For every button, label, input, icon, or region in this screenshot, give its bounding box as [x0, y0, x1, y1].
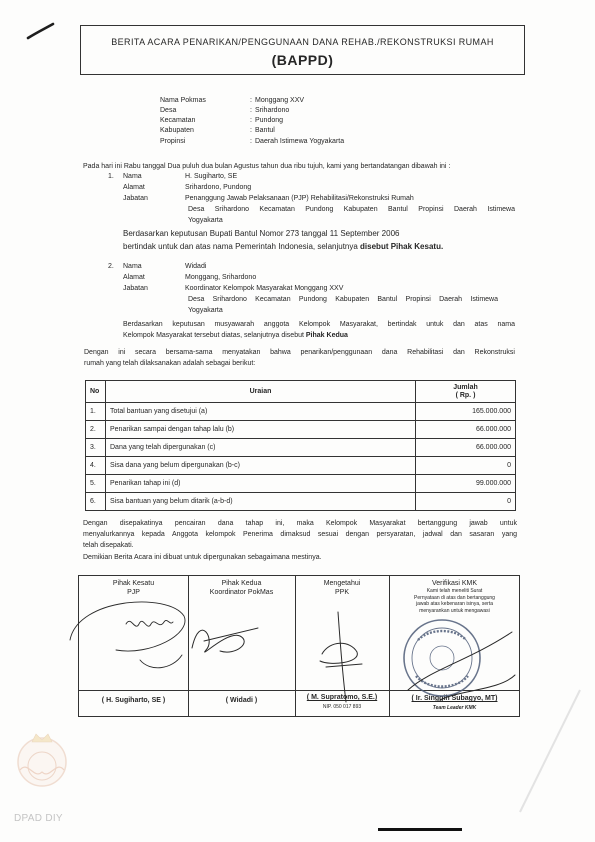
- row-uraian: Dana yang telah dipergunakan (c): [106, 439, 416, 457]
- table-row: [86, 403, 516, 421]
- sig-verifikasi-note: Pernyataan di atas dan bertanggung: [414, 594, 495, 601]
- info-separator: :: [250, 107, 252, 114]
- table-row: [86, 457, 516, 475]
- statement-line: Dengan ini secara bersama-sama menyatakan bahwa penarikan/penggunaan dana Rehabilitasi dan Rekonstruksi: [84, 349, 515, 356]
- sig-verifikasi-note: Kami telah meneliti Surat: [426, 588, 483, 594]
- row-jumlah: 0: [416, 457, 516, 475]
- amount-table: [85, 380, 516, 511]
- sig-name-verifikasi: ( Ir. Singgih Subagyo, MT): [411, 695, 498, 702]
- sig-name-pihak-kesatu: ( H. Sugiharto, SE ): [101, 697, 166, 704]
- row-jumlah: 165.000.000: [416, 403, 516, 421]
- watermark-seal-icon: [18, 734, 66, 786]
- info-label-kecamatan: Kecamatan: [160, 117, 196, 124]
- info-separator: :: [250, 138, 252, 145]
- party1-jabatan-line: Penanggung Jawab Pelaksanaan (PJP) Rehabilitasi/Rekonstruksi Rumah: [185, 195, 414, 202]
- sig-name-pihak-kedua: ( Widadi ): [225, 697, 258, 704]
- party1-alamat-value: Srihardono, Pundong: [185, 184, 252, 191]
- row-uraian: Sisa dana yang belum dipergunakan (b-c): [106, 457, 416, 475]
- sig-position-ppk: PPK: [334, 589, 349, 596]
- document-code: (BAPPD): [271, 52, 334, 68]
- sig-role-pihak-kedua: Pihak Kedua: [221, 580, 262, 587]
- sig-role-verifikasi: Verifikasi KMK: [431, 580, 478, 587]
- party2-jabatan-line: Yogyakarta: [188, 307, 223, 314]
- row-no: 6.: [86, 493, 106, 511]
- party1-nama-value: H. Sugiharto, SE: [185, 173, 238, 180]
- party1-nama-label: Nama: [123, 173, 142, 180]
- party2-nama-value: Widadi: [185, 263, 207, 270]
- row-uraian: Sisa bantuan yang belum ditarik (a-b-d): [106, 493, 416, 511]
- party1-jabatan-line: Yogyakarta: [188, 217, 223, 224]
- sig-verifikasi-note: menyarankan untuk mengawasi: [419, 607, 490, 614]
- info-value-kabupaten: Bantul: [255, 127, 275, 134]
- info-value-propinsi: Daerah Istimewa Yogyakarta: [255, 138, 345, 145]
- info-separator: :: [250, 117, 252, 124]
- row-jumlah: 99.000.000: [416, 475, 516, 493]
- info-label-nama-pokmas: Nama Pokmas: [160, 97, 206, 104]
- row-uraian: Penarikan sampai dengan tahap lalu (b): [106, 421, 416, 439]
- document-title: BERITA ACARA PENARIKAN/PENGGUNAAN DANA REHAB./REKONSTRUKSI RUMAH: [111, 37, 494, 47]
- row-no: 3.: [86, 439, 106, 457]
- sig-position-pjp: PJP: [127, 589, 140, 596]
- col-header-jumlah-unit: ( Rp. ): [455, 391, 476, 399]
- seal-outer: [18, 738, 66, 786]
- row-no: 5.: [86, 475, 106, 493]
- col-header-jumlah: [416, 381, 516, 403]
- info-label-desa: Desa: [160, 107, 177, 114]
- seal-crown: [32, 734, 52, 742]
- title-box: [80, 25, 525, 75]
- row-jumlah: 66.000.000: [416, 439, 516, 457]
- table-header-row: [86, 381, 516, 403]
- party1-acting: [123, 242, 443, 251]
- table-row: [86, 475, 516, 493]
- info-separator: :: [250, 127, 252, 134]
- row-uraian: Total bantuan yang disetujui (a): [106, 403, 416, 421]
- row-jumlah: 66.000.000: [416, 421, 516, 439]
- info-value-kecamatan: Pundong: [255, 117, 284, 124]
- party1-jabatan-line: Desa Srihardono Kecamatan Pundong Kabupaten Bantul Propinsi Daerah Istimewa: [188, 206, 515, 213]
- row-no: 1.: [86, 403, 106, 421]
- column-divider: [188, 576, 189, 716]
- party1-alamat-label: Alamat: [123, 184, 145, 191]
- intro-text: Pada hari ini Rabu tanggal Dua puluh dua bulan Agustus tahun dua ribu tujuh, kami yang bertandatangan dibawah ini :: [83, 163, 451, 170]
- party2-number: 2.: [108, 263, 114, 270]
- party2-acting-text: Kelompok Masyarakat tersebut diatas, selanjutnya disebut: [123, 332, 306, 339]
- col-header-uraian: Uraian: [106, 381, 416, 403]
- info-value-desa: Srihardono: [255, 107, 290, 114]
- party2-alamat-value: Monggang, Srihardono: [185, 274, 257, 281]
- sig-position-team-leader: Team Leader KMK: [432, 705, 477, 711]
- sig-verifikasi-note: jawab atas kebenaran isinya, serta: [416, 601, 493, 607]
- party1-basis: Berdasarkan keputusan Bupati Bantul Nomor 273 tanggal 11 September 2006: [123, 229, 400, 238]
- sig-name-mengetahui: ( M. Supratomo, S.E.): [306, 694, 378, 701]
- info-value-nama-pokmas: Monggang XXV: [255, 97, 305, 104]
- table-row: [86, 421, 516, 439]
- party1-designation: disebut Pihak Kesatu.: [360, 242, 444, 251]
- seal-inner: [28, 752, 56, 780]
- party2-basis: Berdasarkan keputusan musyawarah anggota Kelompok Masyarakat, bertindak untuk dan atas nama: [123, 321, 515, 328]
- row-uraian: Penarikan tahap ini (d): [106, 475, 416, 493]
- closing-line: menyalurkannya kepada Anggota kelompok Penerima dimaksud sesuai dengan persyaratan, jadwal dan sasaran yang: [83, 531, 517, 538]
- party1-number: 1.: [108, 173, 114, 180]
- paper-shadow-line: [520, 690, 580, 812]
- party1-jabatan-label: Jabatan: [123, 195, 148, 202]
- party2-jabatan-label: Jabatan: [123, 285, 148, 292]
- party2-designation: Pihak Kedua: [305, 332, 348, 339]
- watermark-text: DPAD DIY: [14, 813, 63, 824]
- seal-wings: [20, 767, 64, 774]
- table-row: [86, 493, 516, 511]
- signature-table: [78, 575, 520, 717]
- party1-acting-text: bertindak untuk dan atas nama Pemerintah Indonesia, selanjutnya: [123, 242, 361, 251]
- party2-acting: [123, 332, 348, 340]
- pen-mark: [28, 24, 53, 38]
- closing-line: telah disepakati.: [83, 542, 134, 549]
- statement-line: rumah yang telah dilaksanakan adalah sebagai berikut:: [84, 360, 256, 367]
- bottom-bar: [378, 828, 462, 831]
- row-no: 4.: [86, 457, 106, 475]
- party2-alamat-label: Alamat: [123, 274, 145, 281]
- col-header-no: No: [86, 381, 106, 403]
- info-separator: :: [250, 97, 252, 104]
- closing-final: Demikian Berita Acara ini dibuat untuk dipergunakan sebagaimana mestinya.: [83, 554, 322, 561]
- party2-jabatan-line: Desa Srihardono Kecamatan Pundong Kabupaten Bantul Propinsi Daerah Istimewa: [188, 296, 498, 303]
- row-no: 2.: [86, 421, 106, 439]
- closing-line: Dengan disepakatinya pencairan dana tahap ini, maka Kelompok Masyarakat bertanggung jawab untuk: [83, 520, 517, 527]
- sig-position-koordinator: Koordinator PokMas: [209, 589, 274, 596]
- party2-nama-label: Nama: [123, 263, 142, 270]
- sig-role-pihak-kesatu: Pihak Kesatu: [112, 580, 155, 587]
- party2-jabatan-line: Koordinator Kelompok Masyarakat Monggang XXV: [185, 285, 344, 292]
- sig-nip: NIP. 050 017 893: [322, 704, 362, 710]
- col-header-jumlah-label: Jumlah: [453, 383, 478, 391]
- table-row: [86, 439, 516, 457]
- row-divider: [79, 690, 519, 691]
- info-label-kabupaten: Kabupaten: [160, 127, 194, 134]
- sig-role-mengetahui: Mengetahui: [323, 580, 361, 587]
- row-jumlah: 0: [416, 493, 516, 511]
- info-label-propinsi: Propinsi: [160, 138, 186, 145]
